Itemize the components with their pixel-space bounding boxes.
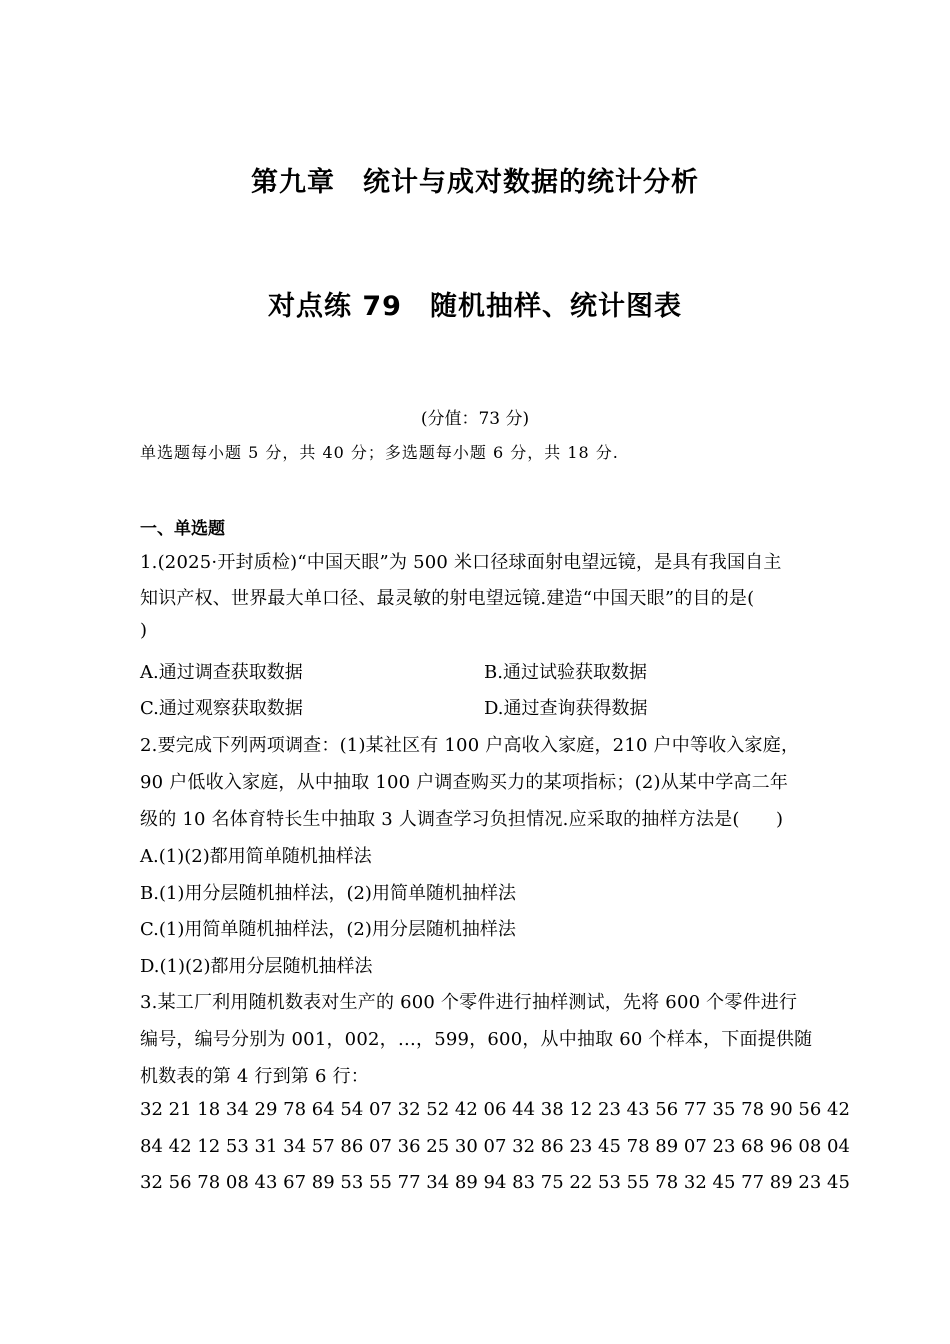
random-table-row-5: 84 42 12 53 31 34 57 86 07 36 25 30 07 32 86 23 45 78 89 07 23 68 96 08 04: [140, 1136, 850, 1157]
scoring-note: 单选题每小题 5 分，共 40 分；多选题每小题 6 分，共 18 分.: [140, 443, 619, 462]
q1-line-2: 知识产权、世界最大单口径、最灵敏的射电望远镜.建造“中国天眼”的目的是(: [140, 588, 755, 609]
q1-option-a[interactable]: A.通过调查获取数据: [140, 662, 303, 683]
q2-option-c[interactable]: C.(1)用简单随机抽样法，(2)用分层随机抽样法: [140, 919, 516, 940]
q2-line-2: 90 户低收入家庭，从中抽取 100 户调查购买力的某项指标；(2)从某中学高二年: [140, 772, 789, 793]
q1-line-3: ): [140, 620, 148, 641]
section-title: 一、单选题: [140, 519, 225, 539]
random-table-row-6: 32 56 78 08 43 67 89 53 55 77 34 89 94 83 75 22 53 55 78 32 45 77 89 23 45: [140, 1172, 850, 1193]
q1-line-1: 1.(2025·开封质检)“中国天眼”为 500 米口径球面射电望远镜，是具有我国自主: [140, 552, 782, 573]
q1-option-d[interactable]: D.通过查询获得数据: [484, 698, 648, 719]
chapter-title: 第九章 统计与成对数据的统计分析: [251, 167, 699, 198]
lesson-title: 对点练 79 随机抽样、统计图表: [268, 291, 682, 322]
score-value: (分值：73 分): [420, 409, 530, 429]
q3-line-1: 3.某工厂利用随机数表对生产的 600 个零件进行抽样测试，先将 600 个零件进行: [140, 992, 798, 1013]
q1-option-c[interactable]: C.通过观察获取数据: [140, 698, 303, 719]
q2-option-d[interactable]: D.(1)(2)都用分层随机抽样法: [140, 956, 373, 977]
random-table-row-4: 32 21 18 34 29 78 64 54 07 32 52 42 06 44 38 12 23 43 56 77 35 78 90 56 42: [140, 1099, 850, 1120]
q2-line-3: 级的 10 名体育特长生中抽取 3 人调查学习负担情况.应采取的抽样方法是( ): [140, 809, 784, 830]
q2-option-b[interactable]: B.(1)用分层随机抽样法，(2)用简单随机抽样法: [140, 883, 516, 904]
q3-line-2: 编号，编号分别为 001，002，…，599，600，从中抽取 60 个样本，下面提供随: [140, 1029, 813, 1050]
q2-option-a[interactable]: A.(1)(2)都用简单随机抽样法: [140, 846, 372, 867]
q2-line-1: 2.要完成下列两项调查：(1)某社区有 100 户高收入家庭，210 户中等收入家庭，: [140, 735, 800, 756]
q1-option-b[interactable]: B.通过试验获取数据: [484, 662, 647, 683]
q3-line-3: 机数表的第 4 行到第 6 行：: [140, 1066, 369, 1087]
